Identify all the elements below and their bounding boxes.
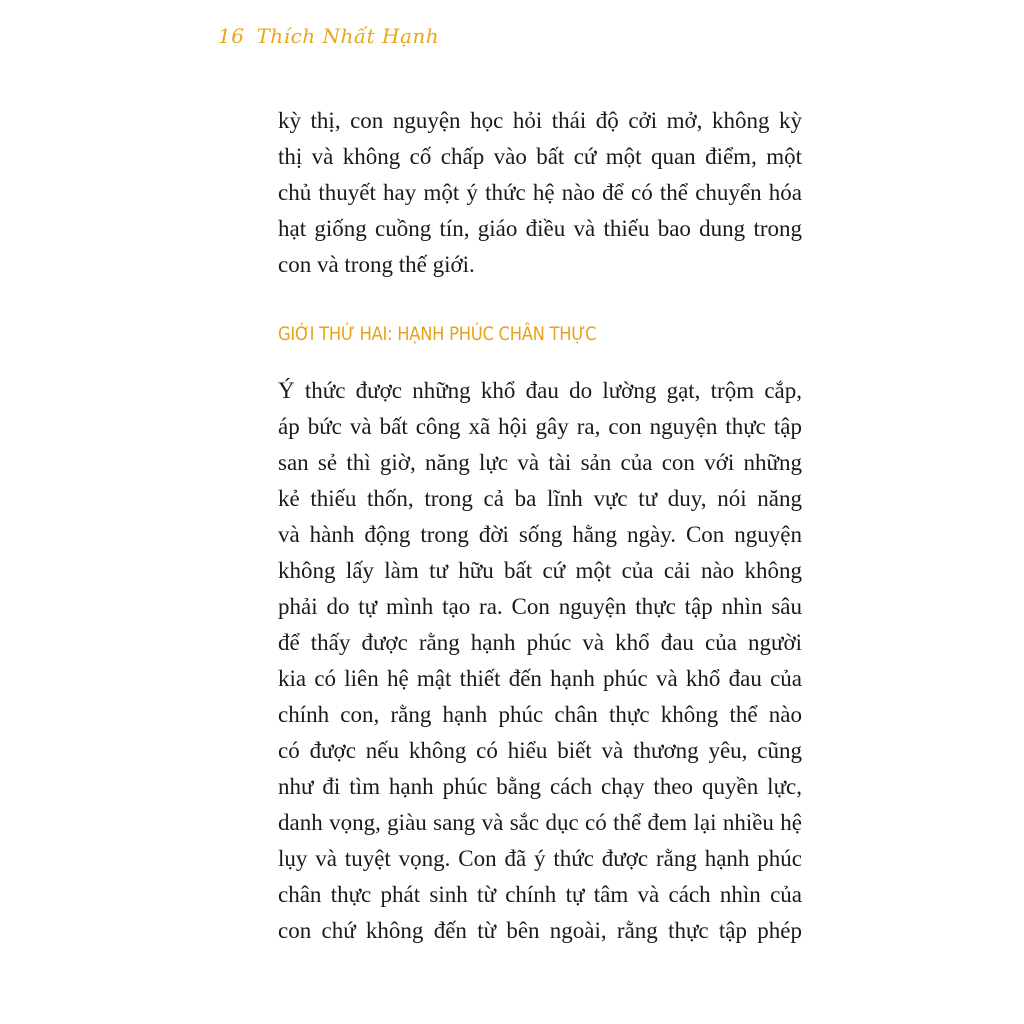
- text-line: và hành động trong đời sống hằng ngày. Con nguyện: [278, 522, 802, 547]
- section-heading: GIỚI THỨ HAI: HẠNH PHÚC CHÂN THỰC: [278, 323, 597, 345]
- text-line: kia có liên hệ mật thiết đến hạnh phúc và khổ đau của: [278, 666, 802, 691]
- running-head: [218, 24, 439, 48]
- page-number: 16: [218, 24, 245, 48]
- text-line: lụy và tuyệt vọng. Con đã ý thức được rằng hạnh phúc: [278, 846, 802, 871]
- text-line: Ý thức được những khổ đau do lường gạt, trộm cắp,: [278, 378, 802, 403]
- text-line: chân thực phát sinh từ chính tự tâm và cách nhìn của: [278, 882, 802, 907]
- text-line: áp bức và bất công xã hội gây ra, con nguyện thực tập: [278, 414, 802, 439]
- text-line: phải do tự mình tạo ra. Con nguyện thực tập nhìn sâu: [278, 594, 802, 619]
- paragraph-2: [278, 373, 802, 949]
- text-line: san sẻ thì giờ, năng lực và tài sản của con với những: [278, 450, 802, 475]
- text-line: chủ thuyết hay một ý thức hệ nào để có thể chuyển hóa: [278, 180, 802, 205]
- text-line: hạt giống cuồng tín, giáo điều và thiếu bao dung trong: [278, 216, 802, 241]
- text-line: chính con, rằng hạnh phúc chân thực không thể nào: [278, 702, 802, 727]
- text-line: thị và không cố chấp vào bất cứ một quan điểm, một: [278, 144, 802, 169]
- text-line: có được nếu không có hiểu biết và thương yêu, cũng: [278, 738, 802, 763]
- text-line: để thấy được rằng hạnh phúc và khổ đau của người: [278, 630, 802, 655]
- text-line: như đi tìm hạnh phúc bằng cách chạy theo quyền lực,: [278, 774, 802, 799]
- text-line: danh vọng, giàu sang và sắc dục có thể đem lại nhiều hệ: [278, 810, 802, 835]
- running-head-author: Thích Nhất Hạnh: [256, 24, 440, 48]
- text-line: kẻ thiếu thốn, trong cả ba lĩnh vực tư duy, nói năng: [278, 486, 802, 511]
- text-line: không lấy làm tư hữu bất cứ một của cải nào không: [278, 558, 802, 583]
- paragraph-1: [278, 103, 802, 283]
- text-line: con và trong thế giới.: [278, 252, 475, 277]
- text-line: con chứ không đến từ bên ngoài, rằng thực tập phép: [278, 918, 802, 943]
- text-line: kỳ thị, con nguyện học hỏi thái độ cởi mở, không kỳ: [278, 108, 802, 133]
